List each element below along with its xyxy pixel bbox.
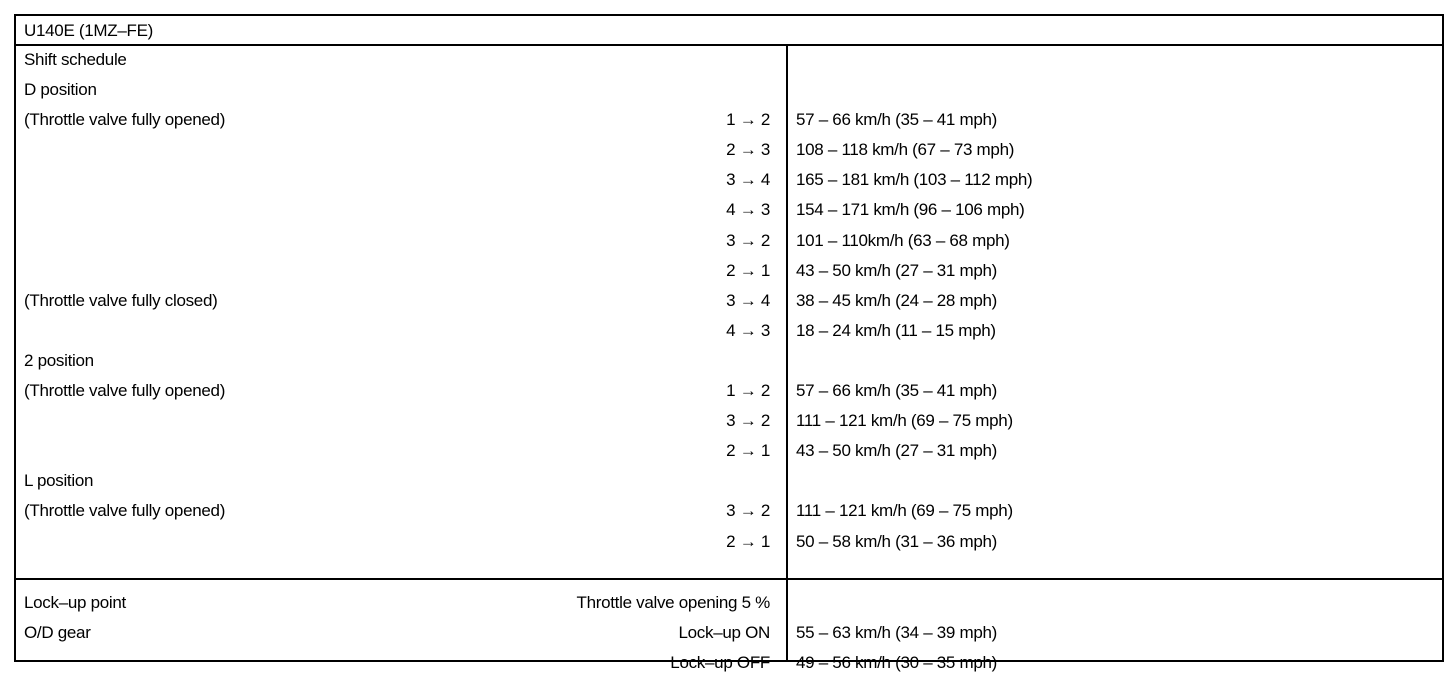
- shift-value: 154 – 171 km/h (96 – 106 mph): [796, 200, 1025, 220]
- shift-heading-row: [16, 46, 1442, 76]
- shift-shift: 1 → 2: [726, 110, 770, 130]
- shift-value: 111 – 121 km/h (69 – 75 mph): [796, 411, 1013, 431]
- shift-shift: 3 → 4: [726, 290, 770, 310]
- shift-row: [16, 76, 1442, 106]
- shift-row: [16, 437, 1442, 467]
- lockup-label: O/D gear: [24, 623, 91, 642]
- shift-row: [16, 528, 1442, 558]
- lockup-value: 55 – 63 km/h (34 – 39 mph): [796, 623, 998, 642]
- shift-row: [16, 317, 1442, 347]
- shift-value: 50 – 58 km/h (31 – 36 mph): [796, 531, 998, 551]
- shift-label: D position: [24, 80, 97, 99]
- shift-shift: 3 → 2: [726, 411, 770, 431]
- shift-shift: 3 → 4: [726, 170, 770, 190]
- shift-shift: 2 → 1: [726, 441, 770, 461]
- shift-row: [16, 497, 1442, 527]
- shift-schedule-heading: Shift schedule: [24, 50, 127, 69]
- shift-row: [16, 467, 1442, 497]
- lockup-label: Lock–up point: [24, 593, 126, 612]
- shift-row: [16, 407, 1442, 437]
- shift-shift: 3 → 2: [726, 230, 770, 250]
- shift-shift: 1 → 2: [726, 381, 770, 400]
- shift-value: 38 – 45 km/h (24 – 28 mph): [796, 290, 998, 310]
- shift-label: L position: [24, 471, 94, 491]
- shift-value: 18 – 24 km/h (11 – 15 mph): [796, 320, 996, 340]
- shift-shift: 2 → 3: [726, 140, 770, 160]
- spec-table: [14, 14, 1444, 672]
- shift-label: (Throttle valve fully opened): [24, 110, 226, 130]
- shift-shift: 3 → 2: [726, 501, 770, 521]
- shift-label: (Throttle valve fully opened): [24, 501, 226, 521]
- shift-value: 111 – 121 km/h (69 – 75 mph): [796, 501, 1013, 521]
- lockup-condition: Throttle valve opening 5 %: [576, 593, 770, 612]
- shift-value: 43 – 50 km/h (27 – 31 mph): [796, 260, 998, 280]
- table-header: [16, 16, 1442, 46]
- shift-row: [16, 136, 1442, 166]
- shift-shift: 2 → 1: [726, 531, 770, 551]
- lockup-row: [16, 619, 1442, 649]
- shift-value: 43 – 50 km/h (27 – 31 mph): [796, 441, 998, 461]
- shift-row: [16, 347, 1442, 377]
- table-title: U140E (1MZ–FE): [24, 21, 154, 40]
- lockup-condition: Lock–up OFF: [670, 653, 770, 672]
- shift-row: [16, 287, 1442, 317]
- shift-shift: 4 → 3: [726, 320, 770, 340]
- lockup-row: [16, 589, 1442, 619]
- shift-label: 2 position: [24, 350, 94, 370]
- shift-row: [16, 227, 1442, 257]
- shift-shift: 2 → 1: [726, 260, 770, 280]
- shift-schedule-section: [16, 46, 1442, 580]
- shift-value: 165 – 181 km/h (103 – 112 mph): [796, 170, 1033, 190]
- shift-row: [16, 377, 1442, 407]
- shift-label: (Throttle valve fully closed): [24, 290, 218, 310]
- shift-value: 57 – 66 km/h (35 – 41 mph): [796, 381, 998, 400]
- shift-value: 108 – 118 km/h (67 – 73 mph): [796, 140, 1015, 160]
- shift-shift: 4 → 3: [726, 200, 770, 220]
- shift-label: (Throttle valve fully opened): [24, 381, 226, 400]
- shift-value: 101 – 110km/h (63 – 68 mph): [796, 230, 1010, 250]
- shift-row: [16, 196, 1442, 226]
- shift-row: [16, 166, 1442, 196]
- lockup-value: 49 – 56 km/h (30 – 35 mph): [796, 653, 998, 672]
- lockup-section: [16, 580, 1442, 672]
- lockup-row: [16, 649, 1442, 679]
- lockup-condition: Lock–up ON: [678, 623, 770, 642]
- shift-row: [16, 106, 1442, 136]
- shift-value: 57 – 66 km/h (35 – 41 mph): [796, 110, 998, 130]
- shift-row: [16, 257, 1442, 287]
